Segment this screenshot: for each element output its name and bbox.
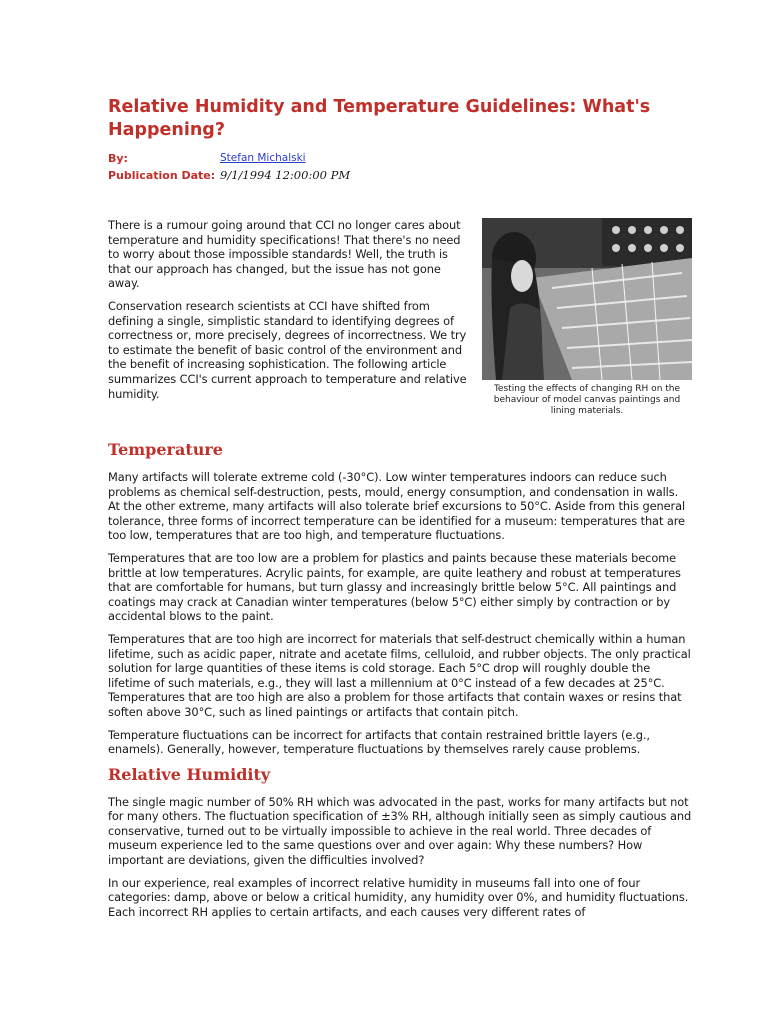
humidity-section — [108, 765, 692, 920]
article-title: Relative Humidity and Temperature Guidelines: What's Happening? — [108, 97, 651, 140]
temperature-paragraph-4: Temperature fluctuations can be incorrect for artifacts that contain restrained brittle layers (e.g., enamels). Generally, however, temperature fluctuations by themselves rarely cause problems. — [108, 727, 650, 757]
humidity-heading: Relative Humidity — [108, 764, 271, 784]
article — [108, 96, 692, 919]
lab-photo-illustration — [482, 218, 692, 380]
temperature-paragraph-1: Many artifacts will tolerate extreme cold (-30°C). Low winter temperatures indoors can reduce such problems as chemical self-destruction, pests, mould, energy consumption, and condensation in walls. At the other extreme, many artifacts will also tolerate brief excursions to 50°C. Aside from this general tolerance, three forms of incorrect temperature can be identified for a museum: temperatures that are too low, temperatures that are too high, and temperature fluctuations. — [108, 470, 686, 543]
by-label: By: — [108, 152, 128, 165]
figure — [482, 218, 692, 417]
temperature-paragraph-3: Temperatures that are too high are incorrect for materials that self-destruct chemically within a human lifetime, such as acidic paper, nitrate and acetate films, celluloid, and rubber objects. The only practical solution for large quantities of these items is cold storage. Each 5°C drop will roughly double the lifetime of such materials, e.g., they will last a millennium at 0°C instead of a few decades at 25°C. Temperatures that are too high are also a problem for those artifacts that contain waxes or resins that soften above 30°C, such as lined paintings or artifacts that contain pitch. — [108, 631, 691, 719]
temperature-section — [108, 440, 692, 757]
author-row — [108, 150, 692, 167]
temperature-heading: Temperature — [108, 440, 223, 459]
lab-photo — [482, 218, 692, 380]
humidity-paragraph-2: In our experience, real examples of incorrect relative humidity in museums fall into one of four categories: damp, above or below a critical humidity, any humidity over 0%, and humidity fluctuations. Each incorrect RH applies to certain artifacts, and each causes very different rates of — [108, 875, 689, 919]
author-link[interactable]: Stefan Michalski — [220, 152, 306, 164]
date-label: Publication Date: — [108, 169, 216, 182]
main-body — [108, 440, 692, 927]
temperature-paragraph-2: Temperatures that are too low are a problem for plastics and paints because these materials become brittle at low temperatures. Acrylic paints, for example, are quite leathery and robust at temperatures that are comfortable for humans, but turn glassy and increasingly brittle below 5°C. All paintings and coatings may crack at Canadian winter temperatures (below 5°C) either simply by contraction or by accidental blows to the paint. — [108, 550, 681, 624]
humidity-paragraph-1: The single magic number of 50% RH which was advocated in the past, works for many artifacts but not for many others. The fluctuation specification of ±3% RH, although initially seen as simply cautious and conservative, turned out to be virtually impossible to achieve in the real world. Three decades of museum experience led to the same questions over and over again: Why these numbers? How important are deviations, given the difficulties involved? — [108, 794, 692, 868]
publication-date: 9/1/1994 12:00:00 PM — [220, 168, 351, 182]
date-row — [108, 167, 692, 184]
intro-paragraph-2: Conservation research scientists at CCI have shifted from defining a single, simplistic standard to identifying degrees of correctness or, more precisely, degrees of incorrectness. We try to estimate the benefit of basic control of the environment and the benefit of increasing sophistication. The following article summarizes CCI's current approach to temperature and relative humidity. — [108, 298, 467, 401]
intro-text — [108, 218, 468, 401]
figure-caption: Testing the effects of changing RH on the behaviour of model canvas paintings and lining materials. — [493, 384, 681, 416]
intro-section — [108, 218, 692, 416]
article-meta — [108, 150, 692, 184]
intro-paragraph-1: There is a rumour going around that CCI no longer cares about temperature and humidity specifications! That there's no need to worry about those impossible standards! Well, the truth is that our approach has changed, but the issue has not gone away. — [108, 218, 461, 291]
